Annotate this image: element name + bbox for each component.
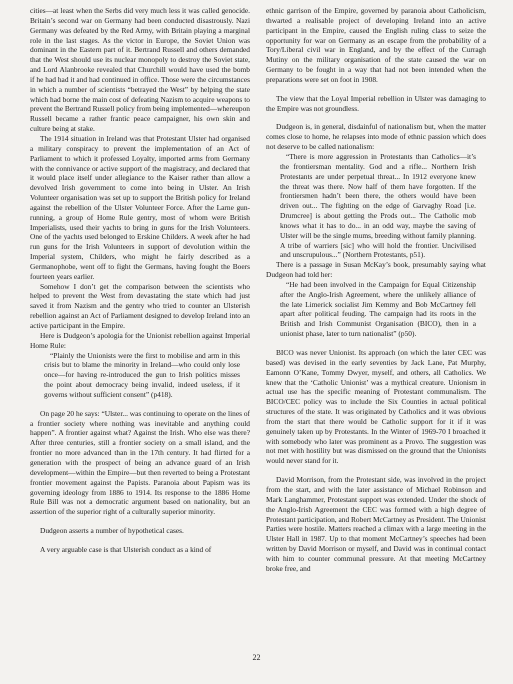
- left-column: [30, 6, 250, 555]
- paragraph-gap: [266, 85, 486, 94]
- paragraph-gap: [30, 517, 250, 526]
- right-quote: “There is more aggression in Protestants than Catholics—it’s the frontiersman mentality. God and a rifle... Northern Irish Protestants are under perpetual threat... In 1912 everyone knew the threat was there. Now half of them have forgotten. If the frontiersmen hadn’t been there, the others would have been driven out... The fighting on the edge of Garvaghy Road [i.e. Drumcree] is about getting the Prods out... The Catholic mob knows what it has to do... in an odd way, maybe the saving of Ulster will be the single mums, breeding without family planning. A tribe of warriers [sic] who will hold the frontier. Uncivilised and unscrupulous...” (Northern Protestants, p51).: [280, 151, 476, 260]
- right-paragraph: BICO was never Unionist. Its approach (on which the later CEC was based) was devised in the early seventies by Jack Lane, Pat Murphy, Eamonn O’Kane, Tommy Dwyer, myself, and others, all Catholics. We knew that the ‘Catholic Unionist’ was a mythical creature. Unionism in actual use has the specific meaning of Protestant communalism. The BICO/CEC policy was to include the Six Counties in actual political structures of the state. It was originated by Catholics and it was obvious from the start that there would be Catholic support for it if it was genuinely taken up by Protestants. In the Winter of 1969-70 I broached it with somebody who later was prominent as a Provo. The suggestion was not met with hostility but was dismissed on the ground that the Unionists would never stand for it.: [266, 348, 486, 466]
- left-paragraph: The 1914 situation in Ireland was that Protestant Ulster had organised a military conspiracy to prevent the implementation of an Act of Parliament to which it professed Loyalty, imported arms from Germany with the connivance or active support of the magistracy, and declared that it would place itself under allegiance to the Kaiser rather than allow a devolved Irish government to come into being in Ulster. An Irish Volunteer organisation was set up to support the British policy for Ireland against the rebellion of the Ulster Volunteer Force. After the Larne gun-running, a group of Home Rule gentry, most of whom were British Imperialists, used their yachts to bring in guns for the Irish Volunteers. One of the yachts used belonged to Erskine Childers. A week after he had run guns for the Irish Volunteers in support of devolution within the Imperial system, Childers, who might he fairly described as a Germanophobe, went off to fight the Germans, having fought the Boers fourteen years earlier.: [30, 133, 250, 281]
- right-paragraph: The view that the Loyal Imperial rebellion in Ulster was damaging to the Empire was not groundless.: [266, 93, 486, 113]
- left-paragraph: A very arguable case is that Ulsterish conduct as a kind of: [40, 544, 212, 554]
- left-quote: “Plainly the Unionists were the first to mobilise and arm in this crisis but to blame the minority in Ireland—who could only lose once—for having re-introduced the gun to Irish politics misses the point about democracy being invalid, indeed useless, if it governs without sufficient consent” (p418).: [44, 350, 240, 399]
- right-paragraph: Dudgeon is, in general, disdainful of nationalism but, when the matter comes close to home, he relapses into mode of ethnic passion which does not deserve to be called nationalism:: [266, 122, 486, 152]
- right-paragraph: There is a passage in Susan McKay’s book, presumably saying what Dudgeon had told her:: [266, 260, 486, 280]
- paragraph-gap: [30, 536, 250, 545]
- left-paragraph: Dudgeon asserts a number of hypothetical cases.: [40, 526, 184, 536]
- left-paragraph: cities—at least when the Serbs did very much less it was called genocide. Britain’s second war on Germany had been conducted disastrously. Nazi Germany was defeated by the Red Army, with Britain playing a marginal role in the last stages. As the victor in Europe, the Soviet Union was dominant in the Eastern part of it. Bertrand Russell and others demanded that the West should use its nuclear monopoly to destroy the Soviet state, and Lord Alanbrooke revealed that Churchill would have used the bomb if he had had it and had continued in office. Those were the circumstances in which a number of scientists “betrayed the West” by helping the state which had borne the main cost of defeating Nazism to acquire weapons to prevent the Bertrand Russell policy from being implemented—whereupon Russell became a rather frantic peace campaigner, his own skin and culture being at stake.: [30, 6, 250, 134]
- left-paragraph: Somehow I don’t get the comparison between the scientists who helped to prevent the West from devastating the state which had just saved it from Nazism and the gentry who tried to counter an Ulsterish rebellion against an Act of Parliament designed to develop Ireland into an active participant in the Empire.: [30, 281, 250, 330]
- right-quote: “He had been involved in the Campaign for Equal Citizenship after the Anglo-Irish Agreement, where the unlikely alliance of the late Limerick socialist Jim Kemmy and Bob McCartney fell apart after political feuding. The campaign had its roots in the British and Irish Communist Organisation (BICO), then in a unionist phase, later to turn nationalist” (p50).: [280, 279, 476, 339]
- paragraph-gap: [30, 400, 250, 409]
- right-paragraph: David Morrison, from the Protestant side, was involved in the project from the start, and with the later assistance of Michael Robinson and Mark Langhammer, Protestant support was extended. Under the shock of the Anglo-Irish Agreement the CEC was formed with a high degree of Protestant participation, and Robert McCartney as President. The Unionist Parties were hostile. Matters reached a climax with a large meeting in the Ulster Hall in 1987. Up to that moment McCartney’s speeches had been written by David Morrison or myself, and David was in continual contact with him to counter communal pressure. At that meeting McCartney broke free, and: [266, 475, 486, 573]
- right-paragraph: ethnic garrison of the Empire, governed by paranoia about Catholicism, thwarted a realisable project of developing Ireland into an active participant in the Empire, caused the English ruling class to seize the opportunity for war on Germany as an escape from the probability of a Tory/Liberal civil war in England, and by the effect of the Curragh Mutiny on the military organisation of the state caused the war on Germany to be fought in a way that had not been intended when the preparations were set on foot in 1908.: [266, 6, 486, 84]
- left-paragraph: On page 20 he says: “Ulster... was continuing to operate on the lines of a frontier society where nothing was inevitable and anything could happen”. A frontier against what? Against the Irish. Who else was there? After three centuries, still a frontier society on a small island, and the frontier no more advanced than in the 17th century. It had flirted for a generation with the prospect of being an advance guard of an Irish development—within the Empire—but then reverted to being a Protestant frontier movement against the Papists. Paranoia about Papism was its governing ideology from 1886 to 1914. Its response to the 1886 Home Rule Bill was not a democratic argument based on nationality, but an assertion of the superior right of a culturally superior minority.: [30, 408, 250, 517]
- paragraph-gap: [266, 113, 486, 122]
- paragraph-gap: [266, 339, 486, 348]
- paragraph-gap: [266, 466, 486, 475]
- left-paragraph: Here is Dudgeon’s apologia for the Unionist rebellion against Imperial Home Rule:: [30, 330, 250, 350]
- page-number: 22: [252, 653, 261, 662]
- right-column: [266, 6, 486, 574]
